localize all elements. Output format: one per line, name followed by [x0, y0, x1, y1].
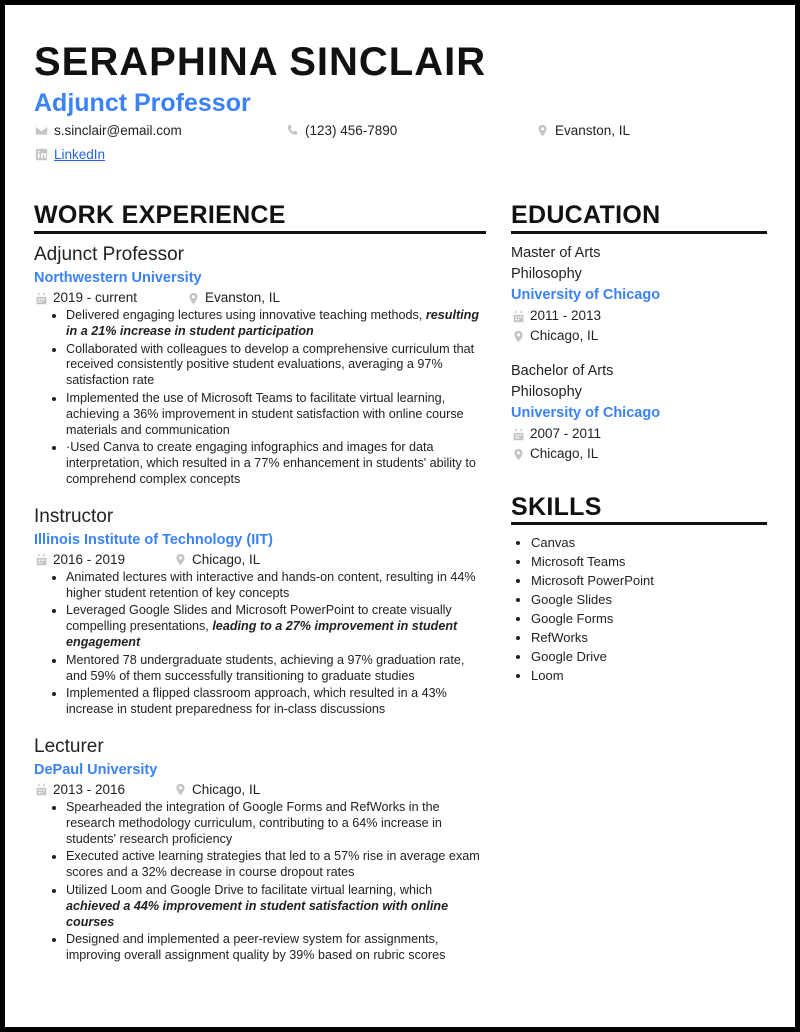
- bullet-item: [66, 603, 486, 650]
- skill-item: • Google Forms: [531, 609, 654, 628]
- bullet-item: [66, 800, 486, 847]
- bullet-text: Delivered engaging lectures using innovative teaching methods,: [66, 308, 426, 322]
- skill-item: • Google Drive: [531, 647, 654, 666]
- bullet-item: [66, 570, 486, 602]
- education-heading: EDUCATION: [511, 201, 661, 229]
- bullet-item: [66, 686, 486, 718]
- job-bullets: [34, 308, 486, 488]
- job-organization: Illinois Institute of Technology (IIT): [34, 531, 273, 548]
- envelope-icon: [34, 124, 48, 138]
- email-text: s.sinclair@email.com: [54, 123, 182, 138]
- linkedin-icon: [34, 148, 48, 162]
- contact-phone: [285, 123, 397, 138]
- job-bullets: [34, 570, 486, 718]
- work-divider: [34, 231, 486, 234]
- work-experience-list: [34, 243, 486, 981]
- job-entry: [34, 735, 486, 964]
- bullet-item: [66, 342, 486, 389]
- bullet-item: [66, 308, 486, 340]
- skill-item: • Microsoft Teams: [531, 552, 654, 571]
- job-meta: [34, 781, 486, 799]
- job-date-text: 2019 - current: [53, 290, 138, 305]
- education-entry: [511, 361, 769, 464]
- job-location: [186, 289, 280, 307]
- bullet-item: [66, 849, 486, 881]
- skills-divider: [511, 522, 767, 525]
- phone-icon: [285, 124, 299, 138]
- skill-item: • Microsoft PowerPoint: [531, 571, 654, 590]
- contact-linkedin: [34, 147, 105, 162]
- job-meta: [34, 551, 486, 569]
- map-pin-icon: [511, 447, 525, 461]
- calendar-icon: [34, 291, 48, 305]
- map-pin-icon: [535, 124, 549, 138]
- job-location-text: Chicago, IL: [192, 781, 261, 797]
- job-date: [34, 551, 173, 569]
- field-of-study: Philosophy: [511, 384, 582, 400]
- map-pin-icon: [186, 291, 200, 305]
- phone-text: (123) 456-7890: [305, 123, 398, 138]
- job-organization: DePaul University: [34, 761, 158, 778]
- bullet-item: [66, 932, 486, 964]
- bullet-text: Collaborated with colleagues to develop a comprehensive curriculum that received consistently positive student evaluations, averaging a 97% satisfaction rate: [66, 341, 475, 388]
- location-text: Evanston, IL: [555, 123, 631, 138]
- contact-email: [34, 123, 182, 138]
- calendar-icon: [34, 783, 48, 797]
- skills-heading: SKILLS: [511, 493, 602, 521]
- bullet-text: Spearheaded the integration of Google Forms and RefWorks in the research methodology curriculum, contributing to a 64% increase in students' research proficiency: [66, 799, 442, 846]
- job-location: [173, 781, 260, 799]
- bullet-text: Executed active learning strategies that led to a 57% rise in average exam scores and a 32% decrease in course dropout rates: [66, 849, 480, 880]
- field-of-study: Philosophy: [511, 266, 582, 282]
- bullet-highlight: achieved a 44% improvement in student satisfaction with online courses: [66, 898, 449, 929]
- bullet-item: [66, 440, 486, 487]
- bullet-highlight: resulting in a 21% increase in student participation: [66, 308, 480, 338]
- job-date: [34, 781, 173, 799]
- bullet-text: Designed and implemented a peer-review system for assignments, improving overall assignment quality by 39% based on rubric scores: [66, 932, 446, 963]
- calendar-icon: [34, 553, 48, 567]
- education-date-text: 2011 - 2013: [530, 308, 602, 323]
- candidate-name: SERAPHINA SINCLAIR: [34, 40, 487, 84]
- job-meta: [34, 289, 486, 307]
- bullet-text: Implemented a flipped classroom approach, which resulted in a 43% increase in student preparedness for in-class discussions: [66, 686, 447, 717]
- bullet-text: Leveraged Google Slides and Microsoft PowerPoint to create visually compelling presentations,: [66, 603, 452, 634]
- skill-item: • Canvas: [531, 533, 654, 552]
- education-list: [511, 243, 769, 479]
- job-date: [34, 289, 186, 307]
- education-location-text: Chicago, IL: [530, 446, 599, 461]
- job-title: Instructor: [34, 505, 114, 527]
- education-date: [511, 306, 769, 326]
- bullet-text: Utilized Loom and Google Drive to facilitate virtual learning, which: [66, 882, 433, 897]
- job-organization: Northwestern University: [34, 270, 202, 286]
- school-name: University of Chicago: [511, 405, 661, 421]
- linkedin-link[interactable]: LinkedIn: [54, 147, 106, 162]
- job-bullets: [34, 800, 486, 964]
- job-location-text: Chicago, IL: [192, 551, 261, 567]
- job-location-text: Evanston, IL: [205, 290, 281, 305]
- calendar-icon: [511, 309, 525, 323]
- calendar-icon: [511, 427, 525, 441]
- bullet-item: [66, 883, 486, 930]
- job-location: [173, 551, 260, 569]
- bullet-item: [66, 653, 486, 685]
- bullet-text: ·Used Canva to create engaging infographics and images for data interpretation, which resulted in a 77% enhancement in students' ability to comprehend complex concepts: [66, 440, 476, 486]
- education-location: [511, 444, 769, 464]
- education-date-text: 2007 - 2011: [530, 426, 602, 441]
- work-experience-heading: WORK EXPERIENCE: [34, 201, 286, 229]
- degree: Master of Arts: [511, 245, 601, 261]
- skill-item: • Google Slides: [531, 590, 654, 609]
- education-entry: [511, 243, 769, 346]
- map-pin-icon: [173, 783, 187, 797]
- bullet-text: Implemented the use of Microsoft Teams to facilitate virtual learning, achieving a 36% improvement in student satisfaction with online course materials and communication: [66, 390, 464, 437]
- school-name: University of Chicago: [511, 287, 661, 303]
- skills-list: [511, 533, 654, 685]
- job-date-text: 2013 - 2016: [53, 781, 126, 797]
- education-date: [511, 424, 769, 444]
- contact-location: [535, 123, 630, 138]
- bullet-item: [66, 391, 486, 438]
- education-location: [511, 326, 769, 346]
- job-entry: [34, 243, 486, 488]
- job-entry: [34, 505, 486, 718]
- education-divider: [511, 231, 767, 234]
- job-title: Adjunct Professor: [34, 244, 184, 265]
- resume-page: [5, 5, 795, 1027]
- bullet-text: Animated lectures with interactive and hands-on content, resulting in 44% higher student retention of key concepts: [66, 569, 476, 600]
- map-pin-icon: [173, 553, 187, 567]
- job-date-text: 2016 - 2019: [53, 551, 126, 567]
- job-title: Lecturer: [34, 735, 104, 757]
- education-location-text: Chicago, IL: [530, 328, 599, 343]
- bullet-text: Mentored 78 undergraduate students, achieving a 97% graduation rate, and 59% of them successfully transitioning to graduate studies: [66, 652, 465, 683]
- map-pin-icon: [511, 329, 525, 343]
- skill-item: • Loom: [531, 666, 654, 685]
- candidate-role: Adjunct Professor: [34, 89, 251, 117]
- degree: Bachelor of Arts: [511, 363, 614, 379]
- skill-item: • RefWorks: [531, 628, 654, 647]
- bullet-highlight: leading to a 27% improvement in student engagement: [66, 619, 458, 649]
